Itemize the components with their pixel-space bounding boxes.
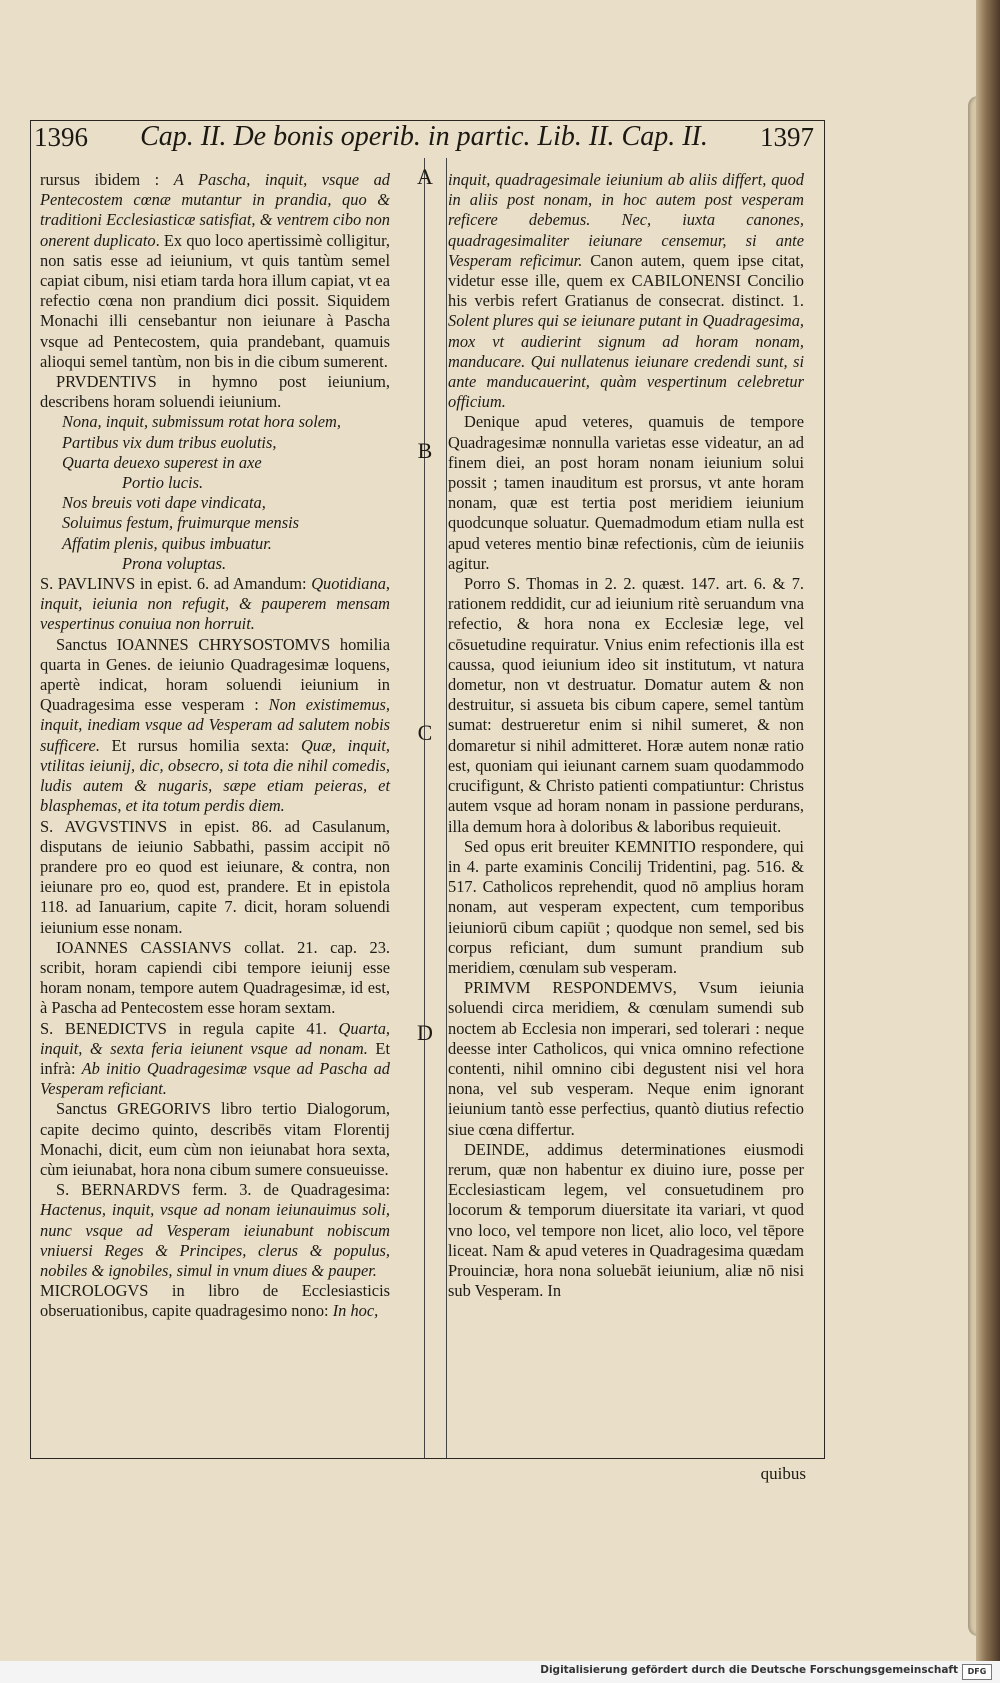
left-page-number: 1396 bbox=[34, 121, 88, 152]
margin-letter: A bbox=[417, 164, 433, 189]
book-spine-edge bbox=[976, 0, 1000, 1683]
paragraph: Sanctus IOANNES CHRYSOSTOMVS homilia quarta in Genes. de ieiunio Quadragesimæ loquens, apertè indicat, horam soluendi ieiunium in Quadragesima esse vesperam : Non existimemus, inquit, inediam vsque ad Vesperam ad salutem nobis sufficere. Et rursus homilia sexta: Quæ, inquit, vtilitas ieiunij, dic, obsecro, si tota die nihil comedis, ludis autem & nugaris, sæpe etiam peieras, et blasphemas, et ita totum perdis diem. bbox=[40, 634, 390, 816]
page-header bbox=[34, 120, 814, 154]
verse-line: Quarta deuexo superest in axe bbox=[62, 452, 262, 472]
verse-line: Affatim plenis, quibus imbuatur. bbox=[62, 533, 272, 553]
paragraph: DEINDE, addimus determinationes eiusmodi rerum, quæ non habentur ex diuino iure, posse per Ecclesiasticam legem, vel consuetudinem pro locorum & temporum diuersitate ita variari, vt quod vno loco, vel tempore non licet, alio loco, vel tēpore liceat. Nam & apud veteres in Quadragesima quædam Prouinciæ, hora nona soluebāt ieiunium, aliæ nō nisi sub Vesperam. In bbox=[448, 1139, 804, 1301]
paragraph: IOANNES CASSIANVS collat. 21. cap. 23. scribit, horam capiendi cibi tempore ieiunij esse horam nonam, tempore autem Quadragesimæ, id est, à Pascha ad Pentecostem esse horam sextam. bbox=[40, 937, 390, 1018]
paragraph: rursus ibidem : A Pascha, inquit, vsque ad Pentecostem cœnæ mutantur in prandia, quo & traditioni Ecclesiasticæ satisfiat, & ventrem cibo non onerent duplicato. Ex quo loco apertissimè colligitur, non satis esse ad ieiunium, vt quis tantùm semel capiat cibum, nisi etiam tarda hora illum capiat, vt ea refectio cœna non prandium dici possit. Siquidem Monachi illi censebantur non ieiunare à Pascha vsque ad Pentecostem, quia prandebant, quamuis alioqui semel tantùm, non bis in die cibum sumerent. bbox=[40, 170, 391, 371]
left-column bbox=[40, 170, 390, 1322]
verse-line: Portio lucis. bbox=[122, 473, 204, 493]
verse-line: Soluimus festum, fruimurque mensis bbox=[62, 513, 300, 533]
paragraph: MICROLOGVS in libro de Ecclesiasticis obseruationibus, capite quadragesimo nono: In hoc, bbox=[40, 1281, 390, 1321]
paragraph: Sanctus GREGORIVS libro tertio Dialogorum, capite decimo quinto, describēs vitam Florentij Monachi, dicit, eum cùm non ieiunabat hora sexta, cùm ieiunabat, hora nona cibum sumere consueuisse. bbox=[40, 1099, 390, 1179]
margin-letter: B bbox=[417, 438, 433, 463]
column-rule-right bbox=[446, 158, 447, 1458]
paragraph: Sed opus erit breuiter KEMNITIO respondere, qui in 4. parte examinis Concilij Tridentini, pag. 516. & 517. Catholicos reprehendit, quod nō amplius horam nonam, aut vesperam expectent, cum temporibus ieiuniorū cibum capiūt ; quodque non semel, sed bis corpus reficiant, dum sumunt prandium sub meridiem, cœnulam sub vesperam. bbox=[448, 836, 804, 977]
catchword: quibus bbox=[760, 1464, 806, 1483]
margin-letter: D bbox=[417, 1020, 433, 1045]
paragraph: S. BERNARDVS ferm. 3. de Quadragesima: Hactenus, inquit, vsque ad nonam ieiunauimus soli, nunc vsque ad Vesperam ieiunabunt nobiscum vniuersi Reges & Principes, clerus & populus, nobiles & ignobiles, simul in vnum diues & pauper. bbox=[40, 1180, 390, 1280]
paragraph: Denique apud veteres, quamuis de tempore Quadragesimæ nonnulla varietas esse videatur, an ad finem diei, an post horam nonam ieiunium solui possit ; tamen inauditum est prorsus, vt ante horam nonam, quæ est tertia post meridiem ieiunium quodcunque soluatur. Quemadmodum etiam nulla est apud veteres mentio binæ refectionis, cùm de ieiuniis agitur. bbox=[448, 412, 804, 573]
footer-credit: Digitalisierung gefördert durch die Deutsche Forschungsgemeinschaft bbox=[540, 1664, 958, 1676]
paragraph: S. PAVLINVS in epist. 6. ad Amandum: Quotidiana, inquit, ieiunia non refugit, & pauperem mensam vespertinus conuiua non horruit. bbox=[40, 574, 390, 634]
verse-line: Nos breuis voti dape vindicata, bbox=[62, 493, 266, 513]
margin-letters bbox=[406, 160, 446, 1460]
right-page-number: 1397 bbox=[760, 121, 814, 152]
right-column bbox=[448, 170, 804, 1301]
paragraph: inquit, quadragesimale ieiunium ab aliis differt, quod in aliis post nonam, in hoc autem post vesperam reficere debemus. Nec, iuxta canones, quadragesimaliter ieiunare censemur, si ante Vesperam reficimur. Canon autem, quem ipse citat, videtur esse ille, quem ex CABILONENSI Concilio his verbis refert Gratianus de consecrat. distinct. 1. Solent plures qui se ieiunare putant in Quadragesima, mox vt audierint signum ad horam nonam, manducare. Qui nullatenus ieiunare credendi sunt, si ante manducauerint, quàm vespertinum celebretur officium. bbox=[448, 170, 804, 412]
paragraph: Porro S. Thomas in 2. 2. quæst. 147. art. 6. & 7. rationem reddidit, cur ad ieiunium ritè seruandum vna refectio, & hora nona ex Ecclesiæ lege, vel cōsuetudine requiratur. Vnius enim refectionis illa est caussa, quod ieiunium ideo sit institutum, vt natura dometur, non vt destruatur. Domatur autem & non destruitur, si assueta bis cibum capere, semel tantùm sumat: destrueretur enim si nihil sumeret, & non domaretur si nihil admitteret. Horæ autem nonæ ratio est, quoniam qui ieiunant carnem suam quodammodo crucifigunt, & Christo patienti compatiuntur: Christus autem vsque ad horam nonam in passione perdurans, illa demum hora à doloribus & laboribus requieuit. bbox=[448, 574, 804, 836]
verse-line: Prona voluptas. bbox=[122, 553, 227, 573]
paragraph: S. AVGVSTINVS in epist. 86. ad Casulanum, disputans de ieiunio Sabbathi, passim accipit nō prandere pro eo quod est ieiunare, & contra, non ieiunare pro eo, quod est, prandere. Et in epistola 118. ad Ianuarium, capite 7. dicit, horam soluendi ieiunium esse nonam. bbox=[40, 816, 390, 937]
verse-line: Nona, inquit, submissum rotat hora solem, bbox=[62, 412, 341, 432]
verse-line: Partibus vix dum tribus euolutis, bbox=[62, 432, 277, 452]
margin-letter: C bbox=[417, 720, 433, 745]
paragraph: S. BENEDICTVS in regula capite 41. Quarta, inquit, & sexta feria ieiunent vsque ad nonam. Et infrà: Ab initio Quadragesimæ vsque ad Pascha ad Vesperam reficiant. bbox=[40, 1018, 391, 1099]
dfg-logo: DFG bbox=[962, 1664, 992, 1680]
running-head: Cap. II. De bonis operib. in partic. Lib. II. Cap. II. bbox=[140, 121, 708, 152]
paragraph: PRIMVM RESPONDEMVS, Vsum ieiunia soluendi circa meridiem, & cœnulam sumendi sub noctem ab Ecclesia non imperari, sed tolerari : neque deesse inter Catholicos, qui vnica omnino refectione contenti, nihil omnino cibi degustent nisi vel hora nona, vel sub vesperam. Neque enim ignorant ieiunium tantò esse perfectius, quantò diutius refectio siue cœna differtur. bbox=[448, 978, 804, 1139]
paragraph: PRVDENTIVS in hymno post ieiunium, describens horam soluendi ieiunium. bbox=[40, 372, 390, 412]
verse-block bbox=[40, 412, 390, 574]
